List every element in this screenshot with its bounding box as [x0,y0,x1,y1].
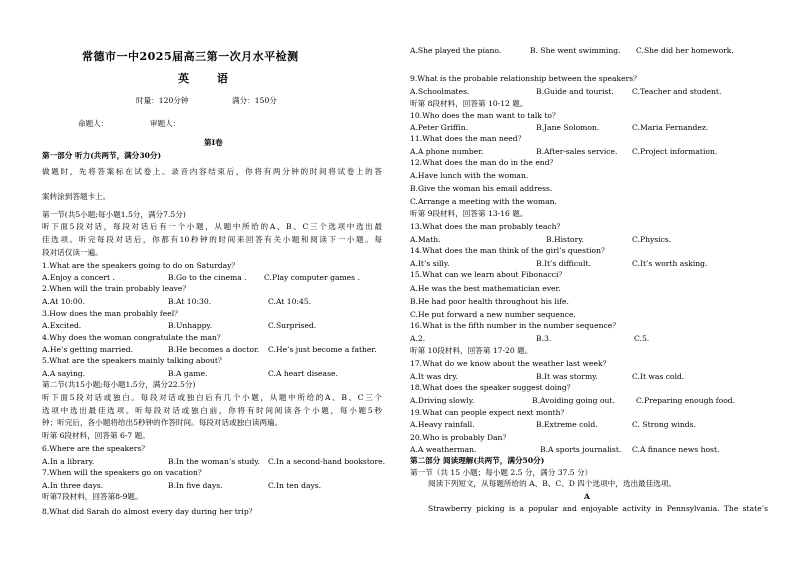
answer-option: C.Arrange a meeting with the woman. [410,197,557,206]
question-stem: 2.When will the train probably leave？ [42,284,191,293]
part2-intro: 阅读下列短文，从每题所给的 A、B、C、D 四个选项中，选出最佳选项。 [428,479,677,488]
answer-option: B.After-sales service. [536,147,618,156]
section2-heading: 第二节(共15小题;每小题1.5分，满分22.5分) [42,380,196,389]
answer-option: B.It was stormy. [536,372,598,381]
passage-label: A [584,492,590,501]
listen-instruction: 听第 8段材料，回答第 10-12 题。 [410,99,528,108]
answer-option: A.A weatherman. [410,445,477,454]
section1-heading: 第一节(共5小题;每小题1.5分，满分7.5分) [42,210,186,219]
section2-intro-line: 听下面5段对话或独白。每段对话或独白后有几个小题，从题中所给的A、B、C三个 [42,393,382,402]
section1-intro-line: 听下面5段对话，每段对话后有一个小题，从题中所给的A、B、C三个选项中选出最 [42,222,382,231]
listen-instruction: 听第 6段材料，回答第 6-7 题。 [42,431,150,440]
question-stem: 11.What does the man need？ [410,134,526,143]
answer-option: A.Driving slowly. [410,396,475,405]
question-stem: 8.What did Sarah do almost every day during her trip？ [42,507,257,516]
answer-option: C.Maria Fernandez. [632,123,709,132]
answer-option: A.He’s getting married. [42,345,133,354]
question-stem: 3.How does the man probably feel？ [42,309,182,318]
answer-option: B.Guide and tourist. [536,87,614,96]
answer-option: B.A sports journalist. [540,445,622,454]
answer-option: B.It’s difficult. [536,259,591,268]
answer-option: A.Heavy rainfall. [410,420,475,429]
answer-option: A.2. [410,334,426,343]
answer-option: C.In ten days. [268,481,322,490]
answer-option: A.A phone number. [410,147,484,156]
part1-intro-line: 做题时，先将答案标在试卷上。录音内容结束后，你将有两分钟的时间将试卷上的答 [42,167,382,176]
answer-option: A.Enjoy a concert . [42,273,115,282]
answer-option: C.A heart disease. [268,369,338,378]
part2-heading: 第二部分 阅读理解(共两节，满分50分) [410,456,545,465]
answer-option: A.Peter Griffin. [410,123,469,132]
answer-option: B. She went swimming. [530,46,621,55]
answer-option: A.He was the best mathematician ever. [410,284,561,293]
question-stem: 13.What does the man probably teach？ [410,222,565,231]
answer-option: C.A finance news host. [632,445,720,454]
answer-option: C.In a second-hand bookstore. [268,457,385,466]
answer-option: C.Physics. [632,235,672,244]
question-stem: 5.What are the speakers mainly talking about？ [42,356,226,365]
answer-option: C.It was cold. [632,372,685,381]
answer-option: A.In three days. [42,481,104,490]
answer-option: C.He’s just become a father. [268,345,377,354]
section1-intro-line: 佳选项。听完每段对话后，你都有10秒钟的时间来回答有关小题和阅读下一小题。每 [42,235,382,244]
question-stem: 15.What can we learn about Fibonacci？ [410,270,567,279]
answer-option: B.He had poor health throughout his life. [410,297,569,306]
section2-intro-line: 选项中选出最佳选项。听每段对话或独白前，你将有时间阅读各个小题，每小题5秒 [42,406,382,415]
answer-option: B.At 10:30. [168,297,212,306]
answer-option: A.A saying. [42,369,86,378]
answer-option: C.Project information. [632,147,718,156]
part2-section1-heading: 第一节（共 15 小题；每小题 2.5 分，满分 37.5 分） [410,468,593,477]
question-stem: 7.When will the speakers go on vacation？ [42,468,206,477]
answer-option: B.In five days. [168,481,223,490]
exam-title: 常德市一中2025届高三第一次月水平检测 [82,50,299,63]
answer-option: B.Unhappy. [168,321,213,330]
answer-option: B.Jane Solomon. [536,123,600,132]
answer-option: B.Go to the cinema . [168,273,247,282]
answer-option: A.It’s silly. [410,259,450,268]
volume-label: 第Ⅰ卷 [204,138,223,147]
answer-option: B.He becomes a doctor. [168,345,260,354]
answer-option: C.Surprised. [268,321,317,330]
answer-option: A.Excited. [42,321,82,330]
question-stem: 12.What does the man do in the end？ [410,158,558,167]
answer-option: B.Avoiding going out. [532,396,615,405]
setter-label: 命题人： [78,119,109,128]
answer-option: C.5. [634,334,650,343]
question-stem: 20.Who is probably Dan？ [410,433,511,442]
section2-intro-line: 钟；听完后，各小题将给出5秒钟的作答时间。每段对话或独白读两遍。 [42,418,283,427]
reviewer-label: 审题人： [150,119,181,128]
answer-option: C.Preparing enough food. [636,396,736,405]
listen-instruction: 听第7段材料，回答第8-9题。 [42,492,143,501]
answer-option: C.Play computer games . [264,273,360,282]
answer-option: C. Strong winds. [632,420,696,429]
answer-option: B.Give the woman his email address. [410,184,553,193]
part1-intro-line: 案转涂到答题卡上。 [42,192,111,201]
question-stem: 4.Why does the woman congratulate the man？ [42,333,225,342]
answer-option: A.Math. [410,235,441,244]
answer-option: A.At 10:00. [42,297,86,306]
question-stem: 10.Who does the man want to talk to？ [410,111,560,120]
question-stem: 18.What does the speaker suggest doing？ [410,383,575,392]
answer-option: B.3. [536,334,552,343]
question-stem: 14.What does the man think of the girl’s question？ [410,246,609,255]
part1-heading: 第一部分 听力(共两节，满分30分) [42,151,162,160]
answer-option: A.In a library. [42,457,95,466]
answer-option: B.Extreme cold. [536,420,598,429]
answer-option: A.Have lunch with the woman. [410,171,529,180]
question-stem: 9.What is the probable relationship between the speakers？ [410,74,641,83]
question-stem: 19.What can people expect next month？ [410,408,569,417]
answer-option: B.In the woman’s study. [168,457,260,466]
answer-option: A.Schoolmates. [410,87,470,96]
passage-text: Strawberry picking is a popular and enjoyable activity in Pennsylvania. The state’s [428,504,768,513]
answer-option: A.She played the piano. [410,46,502,55]
exam-score: 满分：150分 [232,96,277,105]
question-stem: 17.What do we know about the weather last week？ [410,359,611,368]
question-stem: 6.Where are the speakers？ [42,444,149,453]
question-stem: 16.What is the fifth number in the number sequence？ [410,321,620,330]
exam-time: 时量：120分钟 [136,96,189,105]
subject-title: 英 语 [178,72,240,85]
answer-option: C.It’s worth asking. [632,259,708,268]
answer-option: A.It was dry. [410,372,458,381]
answer-option: C.Teacher and student. [632,87,722,96]
question-stem: 1.What are the speakers going to do on Saturday？ [42,261,240,270]
listen-instruction: 听第 10段材料，回答第 17-20 题。 [410,346,533,355]
answer-option: C.He put forward a new number sequence. [410,310,576,319]
section1-intro-line: 段对话仅读一遍。 [42,248,103,257]
answer-option: B.History. [546,235,584,244]
listen-instruction: 听第 9段材料，回答第 13-16 题。 [410,209,528,218]
answer-option: C.At 10:45. [268,297,312,306]
answer-option: B.A game. [168,369,208,378]
answer-option: C.She did her homework. [636,46,734,55]
